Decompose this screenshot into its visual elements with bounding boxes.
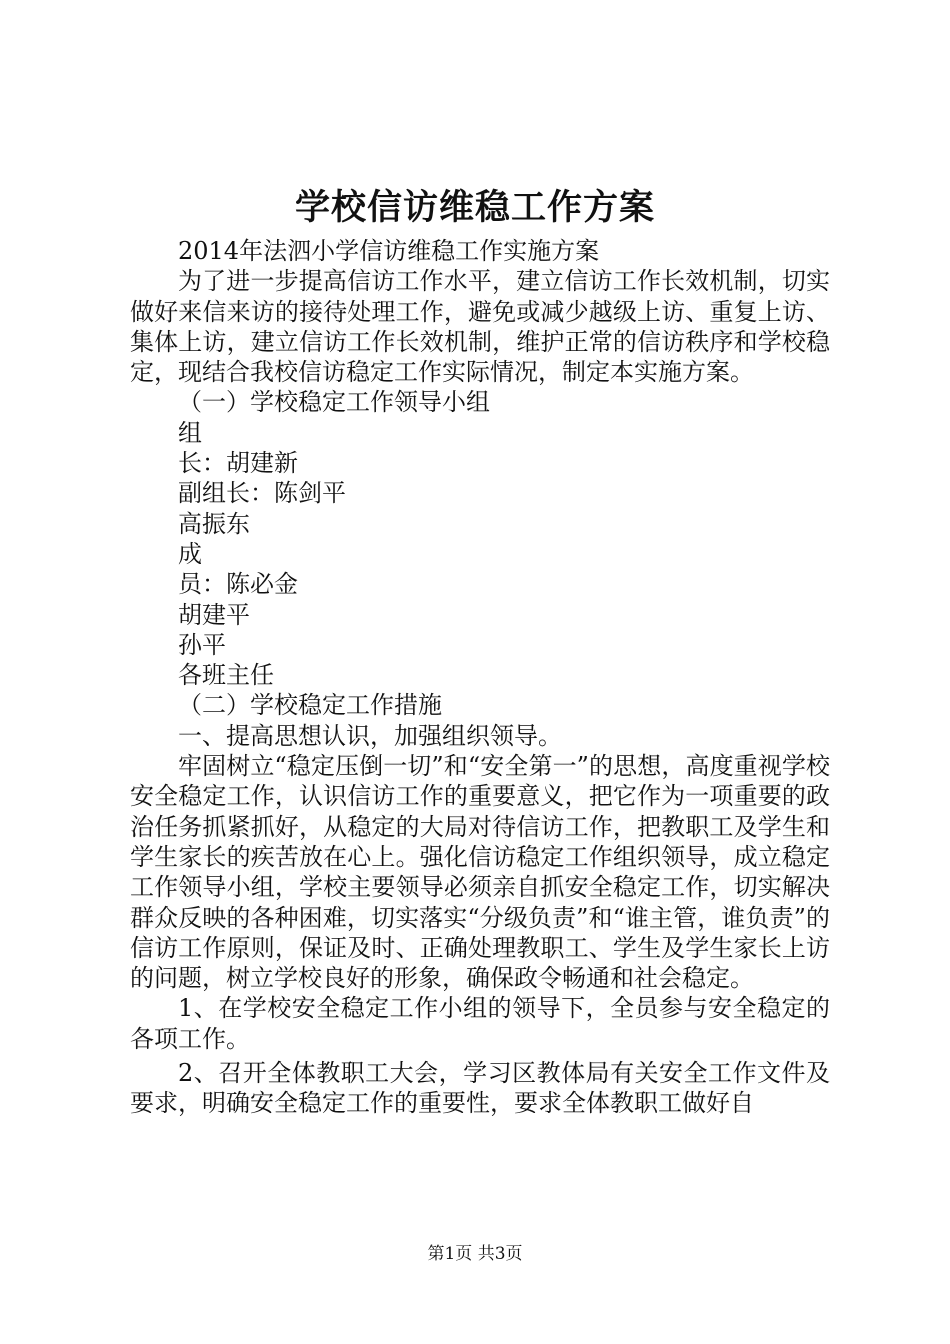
paragraph-item-1: 1、在学校安全稳定工作小组的领导下，全员参与安全稳定的各项工作。 (130, 994, 830, 1053)
member-line: 员：陈必金 (178, 570, 298, 599)
member-line: 孙平 (178, 630, 226, 659)
document-body (130, 236, 830, 1119)
member-line: 各班主任 (178, 661, 274, 690)
paragraph-subtitle: 2014年法泗小学信访维稳工作实施方案 (178, 237, 600, 265)
member-line: 副组长：陈剑平 (178, 479, 346, 508)
paragraph-item-2: 2、召开全体教职工大会，学习区教体局有关安全工作文件及要求，明确安全稳定工作的重要性，要求全体教职工做好自 (130, 1059, 830, 1118)
member-line: 成 (178, 539, 202, 568)
heading-section-one: 一、提高思想认识，加强组织领导。 (178, 721, 562, 750)
paragraph-section-one: 牢固树立“稳定压倒一切”和“安全第一”的思想，高度重视学校安全稳定工作，认识信访工作的重要意义，把它作为一项重要的政治任务抓紧抓好，从稳定的大局对待信访工作，把教职工及学生和学生家长的疾苦放在心上。强化信访稳定工作组织领导，成立稳定工作领导小组，学校主要领导必须亲自抓安全稳定工作，切实解决群众反映的各种困难，切实落实“分级负责”和“谁主管，谁负责”的信访工作原则，保证及时、正确处理教职工、学生及学生家长上访的问题，树立学校良好的形象，确保政令畅通和社会稳定。 (130, 752, 830, 993)
heading-measures: （二）学校稳定工作措施 (178, 691, 442, 720)
paragraph-intro: 为了进一步提高信访工作水平，建立信访工作长效机制，切实做好来信来访的接待处理工作，避免或减少越级上访、重复上访、集体上访，建立信访工作长效机制，维护正常的信访秩序和学校稳定，现结合我校信访稳定工作实际情况，制定本实施方案。 (130, 267, 830, 387)
member-line: 长：胡建新 (178, 449, 298, 478)
page-number: 第1页 共3页 (427, 1244, 523, 1264)
member-line: 高振东 (178, 509, 250, 538)
heading-leadership-group: （一）学校稳定工作领导小组 (178, 388, 490, 417)
member-line: 组 (178, 418, 202, 447)
member-line: 胡建平 (178, 600, 250, 629)
document-title: 学校信访维稳工作方案 (294, 187, 655, 228)
